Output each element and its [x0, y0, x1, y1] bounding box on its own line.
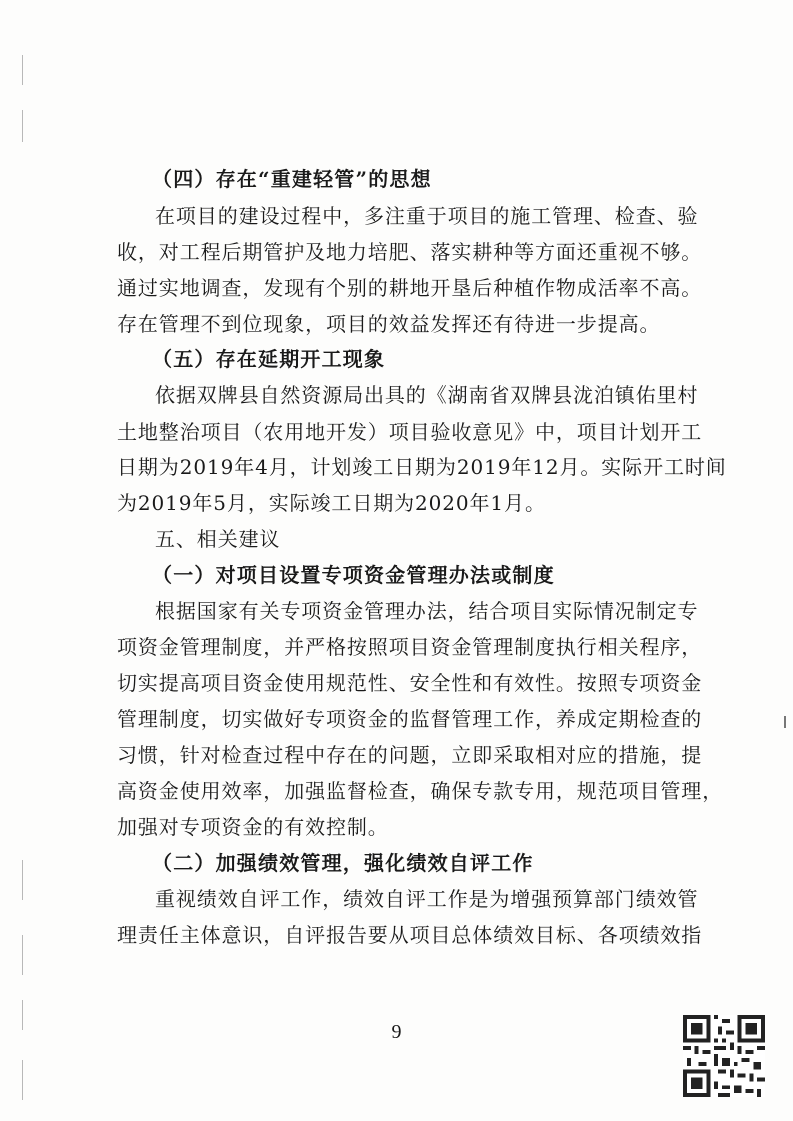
paragraph-line: 习惯，针对检查过程中存在的问题，立即采取相对应的措施，提: [117, 743, 703, 767]
paragraph-line: 根据国家有关专项资金管理办法，结合项目实际情况制定专: [155, 599, 699, 623]
qr-code: [683, 1015, 765, 1097]
section-heading: （二）加强绩效管理，强化绩效自评工作: [152, 851, 534, 875]
paragraph-line: 存在管理不到位现象，项目的效益发挥还有待进一步提高。: [117, 312, 661, 336]
paragraph-line: 项资金管理制度，并严格按照项目资金管理制度执行相关程序，: [117, 635, 703, 659]
paragraph-line: 土地整治项目（农用地开发）项目验收意见》中，项目计划开工: [117, 420, 703, 444]
paragraph-line: 理责任主体意识，自评报告要从项目总体绩效目标、各项绩效指: [117, 923, 703, 947]
section-heading: （四）存在“重建轻管”的思想: [152, 167, 432, 191]
paragraph-line: 加强对专项资金的有效控制。: [117, 815, 389, 839]
paragraph-line: 管理制度，切实做好专项资金的监督管理工作，养成定期检查的: [117, 707, 703, 731]
paragraph-line: 在项目的建设过程中，多注重于项目的施工管理、检查、验: [155, 204, 699, 228]
section-heading: （五）存在延期开工现象: [152, 347, 386, 371]
page-number: 9: [391, 1021, 402, 1043]
paragraph-line: 收，对工程后期管护及地力培肥、落实耕种等方面还重视不够。: [117, 240, 703, 264]
paragraph-line: 日期为2019年4月，计划竣工日期为2019年12月。实际开工时间: [117, 455, 727, 479]
paragraph-line: 重视绩效自评工作，绩效自评工作是为增强预算部门绩效管: [155, 887, 699, 911]
paragraph-line: 通过实地调查，发现有个别的耕地开垦后种植作物成活率不高。: [117, 276, 703, 300]
paragraph-line: 高资金使用效率，加强监督检查，确保专款专用，规范项目管理，: [117, 779, 724, 803]
chapter-heading: 五、相关建议: [155, 527, 281, 551]
margin-mark: [22, 110, 23, 142]
paragraph-line: 为2019年5月，实际竣工日期为2020年1月。: [117, 491, 546, 515]
paragraph-line: 依据双牌县自然资源局出具的《湖南省双牌县泷泊镇佑里村: [155, 383, 699, 407]
paragraph-line: 切实提高项目资金使用规范性、安全性和有效性。按照专项资金: [117, 671, 703, 695]
margin-mark: [22, 1060, 23, 1100]
section-heading: （一）对项目设置专项资金管理办法或制度: [152, 563, 555, 587]
margin-mark: [22, 55, 23, 85]
